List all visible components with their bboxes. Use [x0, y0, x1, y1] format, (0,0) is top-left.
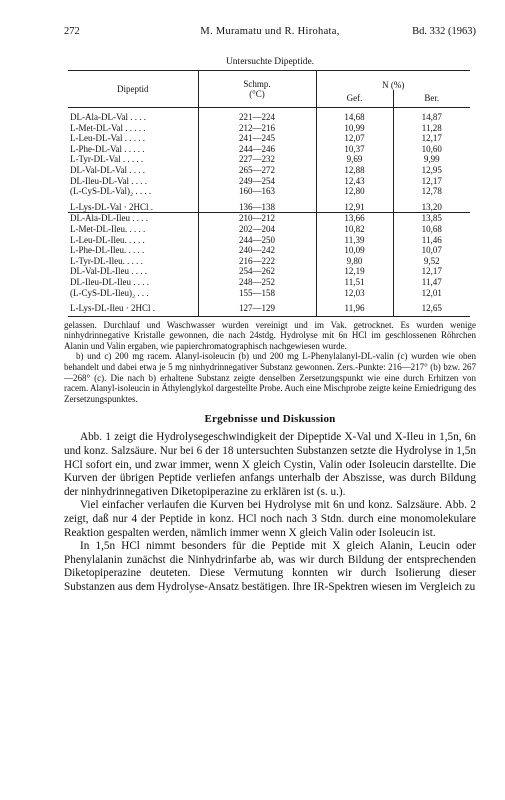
- cell-melting-point: 244—246: [198, 144, 316, 155]
- table-row: [68, 277, 470, 288]
- running-header-volume: Bd. 332 (1963): [412, 26, 476, 37]
- column-header-dipeptid: Dipeptid: [68, 71, 198, 108]
- table-row: [68, 288, 470, 299]
- journal-page: [64, 26, 476, 595]
- table-row: [68, 154, 470, 165]
- cell-n-found: 10,09: [316, 245, 393, 256]
- cell-dipeptide: L-Lys-DL-Val · 2HCl .: [68, 202, 198, 213]
- cell-n-calculated: 13,20: [393, 202, 470, 213]
- cell-n-calculated: 9,99: [423, 154, 440, 165]
- column-header-schmp-line2: (°C): [249, 89, 265, 99]
- cell-dipeptide: DL-Val-DL-Val . . . .: [68, 165, 198, 176]
- page-number: 272: [64, 26, 80, 37]
- cell-melting-point: 241—245: [198, 133, 316, 144]
- experimental-notes: [64, 320, 476, 405]
- cell-melting-point: 160—163: [198, 186, 316, 197]
- cell-n-calculated: 10,68: [421, 223, 442, 234]
- cell-dipeptide: L-Phe-DL-Val . . . . .: [68, 144, 198, 155]
- cell-melting-point: 212—216: [198, 123, 316, 134]
- cell-n-found: 9,69: [316, 154, 393, 165]
- running-header: [64, 26, 476, 42]
- cell-melting-point: 136—138: [198, 202, 316, 213]
- running-header-authors: M. Muramatu und R. Hirohata,: [200, 26, 340, 37]
- cell-melting-point: 249—254: [198, 176, 316, 187]
- cell-n-found: 10,37: [316, 144, 393, 155]
- cell-dipeptide: DL-Ala-DL-Val . . . .: [68, 108, 198, 123]
- cell-n-calculated: 13,85: [421, 213, 442, 224]
- cell-n-found: 12,80: [316, 186, 393, 197]
- cell-n-calculated: 12,65: [393, 303, 470, 316]
- cell-melting-point: 254—262: [198, 266, 316, 277]
- cell-melting-point: 210—212: [198, 213, 316, 224]
- cell-n-found: 9,80: [316, 256, 393, 267]
- cell-melting-point: 248—252: [198, 277, 316, 288]
- cell-dipeptide: DL-Ileu-DL-Val . . . .: [68, 176, 198, 187]
- table-group-ileu: [68, 213, 470, 316]
- cell-n-found: 11,39: [316, 235, 393, 246]
- cell-dipeptide: L-Tyr-DL-Val . . . . .: [68, 154, 198, 165]
- cell-n-calculated: 9,52: [423, 255, 440, 266]
- table-row: [68, 245, 470, 256]
- table-row: [68, 108, 470, 123]
- table-row: [68, 186, 470, 197]
- cell-melting-point: 227—232: [198, 154, 316, 165]
- table-row: [68, 256, 470, 267]
- cell-n-calculated: 12,78: [421, 186, 442, 197]
- cell-n-found: 13,66: [316, 213, 393, 224]
- cell-n-calculated: 12,17: [421, 133, 442, 144]
- column-header-n-percent: N (%): [316, 71, 470, 90]
- table-row: [68, 266, 470, 277]
- cell-n-found: 12,43: [316, 176, 393, 187]
- cell-n-found: 14,68: [316, 108, 393, 123]
- table-row: [68, 133, 470, 144]
- cell-melting-point: 265—272: [198, 165, 316, 176]
- cell-n-calculated: 12,01: [421, 287, 442, 298]
- table-group-val: [68, 108, 470, 213]
- cell-n-calculated: 14,87: [421, 112, 442, 122]
- column-header-schmp: [198, 71, 316, 108]
- column-header-gef: Gef.: [316, 90, 393, 108]
- cell-n-calculated: 11,46: [421, 234, 442, 245]
- dipeptide-table: [68, 70, 470, 317]
- cell-dipeptide: L-Tyr-DL-Ileu. . . . .: [68, 256, 198, 267]
- cell-dipeptide: L-Leu-DL-Val . . . . .: [68, 133, 198, 144]
- cell-dipeptide: (L-CyS-DL-Ileu)₂ . . .: [68, 288, 198, 299]
- table-caption: Untersuchte Dipeptide.: [225, 57, 315, 67]
- cell-dipeptide: L-Lys-DL-Ileu · 2HCl .: [68, 303, 198, 316]
- experimental-paragraph: gelassen. Durchlauf und Waschwasser wurden vereinigt und im Vak. getrocknet. Es wurden wenige ninhydrinnegative Kristalle gewonnen, die nach 24stdg. Hydrolyse mit 6n HCl im geschlossenen Röhrchen Alanin und Valin ergaben, wie papierchromatographisch nachgewiesen wurde.: [64, 319, 476, 351]
- cell-melting-point: 221—224: [198, 108, 316, 123]
- cell-n-calculated: 12,95: [421, 164, 442, 175]
- cell-n-calculated: 12,17: [421, 175, 442, 186]
- cell-dipeptide: L-Leu-DL-Ileu. . . . .: [68, 235, 198, 246]
- cell-melting-point: 216—222: [198, 256, 316, 267]
- table-row: [68, 144, 470, 155]
- column-header-ber: Ber.: [393, 90, 470, 108]
- cell-n-found: 12,88: [316, 165, 393, 176]
- column-header-schmp-line1: Schmp.: [243, 79, 271, 89]
- body-paragraph: In 1,5n HCl nimmt besonders für die Peptide mit X gleich Alanin, Leucin oder Phenylalanin zunächst die Ninhydrinfarbe ab, was wir durch Bildung der entsprechenden Diketopiperazine deuteten. Diese Vermutung konnten wir durch Isolierung dieser Substanzen aus dem Hydrolyse-Ansatz bestätigen. Ihre IR-Spektren wiesen im Vergleich zu: [64, 540, 476, 593]
- cell-melting-point: 202—204: [198, 224, 316, 235]
- experimental-paragraph: b) und c) 200 mg racem. Alanyl-isoleucin (b) und 200 mg L-Phenylalanyl-DL-valin (c) wurden wie oben behandelt und dabei etwa je 5 mg ninhydrinnegativer Substanz gewonnen. Zers.-Punkte: 216—217° (b) bzw. 267—268° (c). Die nach b) erhaltene Substanz zeigte denselben Zersetzungspunkt wie eine durch Erhitzen von racem. Alanyl-isoleucin in Äthylenglykol dargestellte Probe. Auch eine Mischprobe zeigte keine Erniedrigung des Zersetzungspunktes.: [64, 351, 476, 404]
- cell-n-found: 12,19: [316, 266, 393, 277]
- table-row: [68, 303, 470, 316]
- body-paragraph: Viel einfacher verlaufen die Kurven bei Hydrolyse mit 6n und konz. Salzsäure. Abb. 2 zeigt, daß nur 4 der Peptide in konz. HCl noch nach 3 Stdn. durch eine monomolekulare Reaktion gespalten werden, nämlich immer wenn X gleich Valin oder Isoleucin ist.: [64, 499, 476, 539]
- table-row: [68, 224, 470, 235]
- cell-dipeptide: DL-Ala-DL-Ileu . . . .: [68, 213, 198, 224]
- cell-n-found: 12,03: [316, 288, 393, 299]
- cell-dipeptide: L-Met-DL-Val . . . . .: [68, 123, 198, 134]
- cell-n-found: 12,91: [316, 202, 393, 213]
- cell-n-found: 11,51: [316, 277, 393, 288]
- cell-n-calculated: 10,60: [421, 143, 442, 154]
- section-heading: Ergebnisse und Diskussion: [204, 413, 336, 426]
- cell-melting-point: 240—242: [198, 245, 316, 256]
- table-row: [68, 235, 470, 246]
- cell-dipeptide: DL-Ileu-DL-Ileu . . . .: [68, 277, 198, 288]
- cell-n-found: 10,99: [316, 123, 393, 134]
- cell-n-found: 12,07: [316, 133, 393, 144]
- cell-n-calculated: 12,17: [421, 266, 442, 277]
- table-row: [68, 176, 470, 187]
- cell-melting-point: 127—129: [198, 303, 316, 316]
- table-row: [68, 165, 470, 176]
- cell-melting-point: 155—158: [198, 288, 316, 299]
- cell-n-found: 10,82: [316, 224, 393, 235]
- cell-n-found: 11,96: [316, 303, 393, 316]
- cell-dipeptide: (L-CyS-DL-Val)₂ . . . .: [68, 186, 198, 197]
- body-paragraph: Abb. 1 zeigt die Hydrolysegeschwindigkeit der Dipeptide X-Val und X-Ileu in 1,5n, 6n und konz. Salzsäure. Nur bei 6 der 18 untersuchten Substanzen setzte die Hydrolyse in 1,5n HCl sofort ein, und zwar immer, wenn X gleich Cystin, Valin oder Isoleucin darstellte. Die Kurven der übrigen Peptide verliefen anfangs unterhalb der Abszisse, was durch Bildung der ninhydrinnegativen Diketopiperazine zu erklären ist (s. u.).: [64, 431, 476, 498]
- cell-n-calculated: 10,07: [421, 245, 442, 256]
- cell-n-calculated: 11,47: [421, 276, 442, 287]
- cell-dipeptide: DL-Val-DL-Ileu . . . .: [68, 266, 198, 277]
- section-body: [64, 431, 476, 594]
- table-row: [68, 213, 470, 224]
- table-row: [68, 202, 470, 213]
- cell-dipeptide: L-Phe-DL-Ileu. . . . .: [68, 245, 198, 256]
- cell-dipeptide: L-Met-DL-Ileu. . . . .: [68, 224, 198, 235]
- cell-n-calculated: 11,28: [421, 122, 442, 133]
- table-row: [68, 123, 470, 134]
- cell-melting-point: 244—250: [198, 235, 316, 246]
